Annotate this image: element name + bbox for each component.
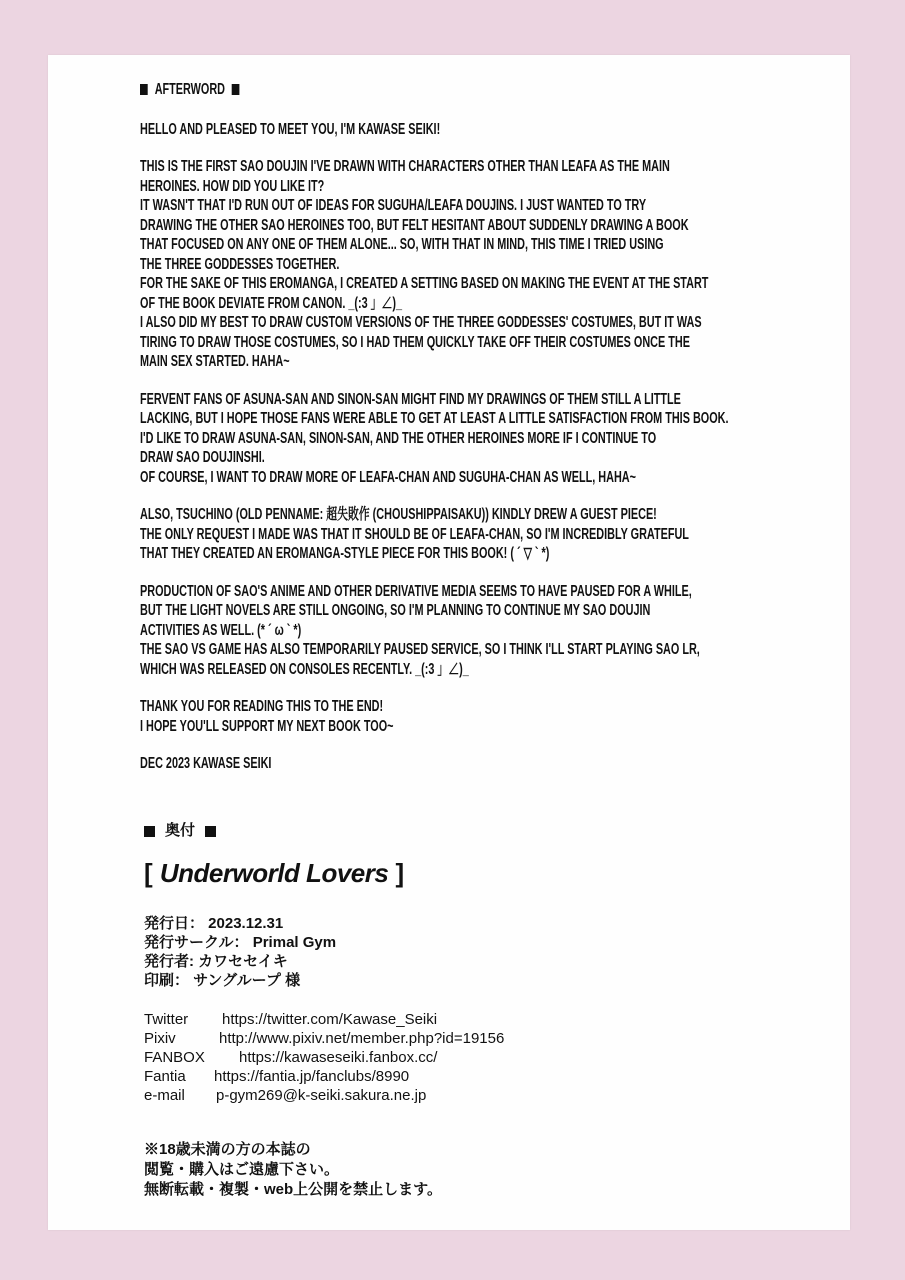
text-line: OF COURSE, I WANT TO DRAW MORE OF LEAFA-CHAN AND SUGUHA-CHAN AS WELL, HAHA~: [140, 468, 636, 486]
text-line: DRAWING THE OTHER SAO HEROINES TOO, BUT FELT HESITANT ABOUT SUDDENLY DRAWING A BOOK: [140, 216, 689, 234]
colophon-heading-text: 奥付: [165, 822, 196, 839]
text-line: BUT THE LIGHT NOVELS ARE STILL ONGOING, SO I'M PLANNING TO CONTINUE MY SAO DOUJIN: [140, 602, 651, 619]
text-line: THAT FOCUSED ON ANY ONE OF THEM ALONE... SO, WITH THAT IN MIND, THIS TIME I TRIED USING: [140, 236, 664, 253]
text-line: I HOPE YOU'LL SUPPORT MY NEXT BOOK TOO~: [140, 717, 394, 735]
afterword-paragraph: [140, 120, 905, 140]
text-line: OF THE BOOK DEVIATE FROM CANON. _(:3 」∠)_: [140, 294, 403, 312]
text-line: THE ONLY REQUEST I MADE WAS THAT IT SHOULD BE OF LEAFA-CHAN, SO I'M INCREDIBLY GRATEFUL: [140, 525, 689, 543]
text-line: ALSO, TSUCHINO (OLD PENNAME: 超失敗作 (CHOUSHIPPAISAKU)) KINDLY DREW A GUEST PIECE!: [140, 506, 657, 523]
afterword-heading-text: AFTERWORD: [154, 81, 226, 98]
text-line: I ALSO DID MY BEST TO DRAW CUSTOM VERSIONS OF THE THREE GODDESSES' COSTUMES, BUT IT WAS: [140, 314, 702, 331]
text-line: THE SAO VS GAME HAS ALSO TEMPORARILY PAUSED SERVICE, SO I THINK I'LL START PLAYING SAO LR,: [140, 641, 700, 658]
square-bullet-icon: [144, 826, 155, 837]
text-line: DRAW SAO DOUJINSHI.: [140, 449, 265, 466]
info-line: 発行日： 2023.12.31: [144, 915, 284, 932]
link-value[interactable]: https://fantia.jp/fanclubs/8990: [214, 1068, 410, 1085]
link-label: FANBOX: [144, 1049, 205, 1066]
link-row: [144, 1067, 504, 1086]
text-line: THIS IS THE FIRST SAO DOUJIN I'VE DRAWN WITH CHARACTERS OTHER THAN LEAFA AS THE MAIN: [140, 158, 670, 175]
link-label: Pixiv: [144, 1030, 176, 1047]
info-line: 発行者: カワセセイキ: [144, 953, 288, 970]
afterword-paragraph: [140, 697, 905, 736]
text-line: I'D LIKE TO DRAW ASUNA-SAN, SINON-SAN, AND THE OTHER HEROINES MORE IF I CONTINUE TO: [140, 429, 657, 447]
info-line: 発行サークル： Primal Gym: [144, 934, 337, 951]
link-value[interactable]: https://kawaseseiki.fanbox.cc/: [239, 1049, 438, 1066]
text-line: HEROINES. HOW DID YOU LIKE IT?: [140, 177, 325, 195]
text-line: THANK YOU FOR READING THIS TO THE END!: [140, 698, 384, 715]
link-row: [144, 1010, 504, 1029]
square-bullet-icon: [232, 84, 240, 95]
info-line: 印刷： サングループ 様: [144, 972, 301, 989]
book-title: [ Underworld Lovers ]: [144, 858, 405, 888]
square-bullet-icon: [140, 84, 148, 95]
link-value[interactable]: http://www.pixiv.net/member.php?id=19156: [219, 1030, 505, 1047]
publication-info: [144, 914, 504, 990]
link-row: [144, 1086, 504, 1105]
text-line: TIRING TO DRAW THOSE COSTUMES, SO I HAD THEM QUICKLY TAKE OFF THEIR COSTUMES ONCE THE: [140, 333, 690, 351]
notice-line: ※18歳未満の方の本誌の: [144, 1141, 311, 1158]
text-line: HELLO AND PLEASED TO MEET YOU, I'M KAWASE SEIKI!: [140, 120, 441, 138]
age-notice: [144, 1140, 504, 1200]
text-line: DEC 2023 KAWASE SEIKI: [140, 755, 272, 772]
text-line: ACTIVITIES AS WELL. (* ´ ω ` *): [140, 621, 302, 639]
afterword-paragraph: [140, 505, 905, 564]
notice-line: 閲覧・購入はご遠慮下さい。: [144, 1161, 340, 1178]
text-line: MAIN SEX STARTED. HAHA~: [140, 353, 290, 370]
link-value[interactable]: p-gym269@k-seiki.sakura.ne.jp: [216, 1087, 427, 1104]
notice-line: 無断転載・複製・web上公開を禁止します。: [144, 1181, 442, 1198]
afterword-paragraph: [140, 582, 905, 680]
link-row: [144, 1029, 504, 1048]
link-label: Twitter: [144, 1011, 189, 1028]
link-value[interactable]: https://twitter.com/Kawase_Seiki: [222, 1011, 438, 1028]
contact-links: [144, 1010, 504, 1105]
text-line: IT WASN'T THAT I'D RUN OUT OF IDEAS FOR SUGUHA/LEAFA DOUJINS. I JUST WANTED TO TRY: [140, 197, 647, 214]
square-bullet-icon: [205, 826, 216, 837]
text-line: PRODUCTION OF SAO'S ANIME AND OTHER DERIVATIVE MEDIA SEEMS TO HAVE PAUSED FOR A WHILE,: [140, 582, 692, 600]
text-line: FERVENT FANS OF ASUNA-SAN AND SINON-SAN MIGHT FIND MY DRAWINGS OF THEM STILL A LITTLE: [140, 390, 681, 408]
text-line: FOR THE SAKE OF THIS EROMANGA, I CREATED A SETTING BASED ON MAKING THE EVENT AT THE START: [140, 275, 709, 292]
afterword-paragraph: [140, 754, 905, 774]
afterword-section: [140, 80, 905, 792]
text-line: THAT THEY CREATED AN EROMANGA-STYLE PIECE FOR THIS BOOK! ( ´ ▽ ` *): [140, 545, 550, 562]
link-label: e-mail: [144, 1087, 185, 1104]
colophon-heading: [144, 820, 504, 842]
text-line: LACKING, BUT I HOPE THOSE FANS WERE ABLE TO GET AT LEAST A LITTLE SATISFACTION FROM THIS BOOK.: [140, 410, 729, 427]
afterword-paragraph: [140, 390, 905, 488]
text-line: WHICH WAS RELEASED ON CONSOLES RECENTLY. _(:3 」∠)_: [140, 660, 469, 678]
text-line: THE THREE GODDESSES TOGETHER.: [140, 255, 340, 273]
book-title-text: Underworld Lovers: [159, 858, 389, 888]
link-label: Fantia: [144, 1068, 186, 1085]
link-row: [144, 1048, 504, 1067]
colophon-section: [144, 820, 504, 1200]
afterword-heading: [140, 80, 840, 100]
afterword-paragraph: [140, 157, 905, 372]
